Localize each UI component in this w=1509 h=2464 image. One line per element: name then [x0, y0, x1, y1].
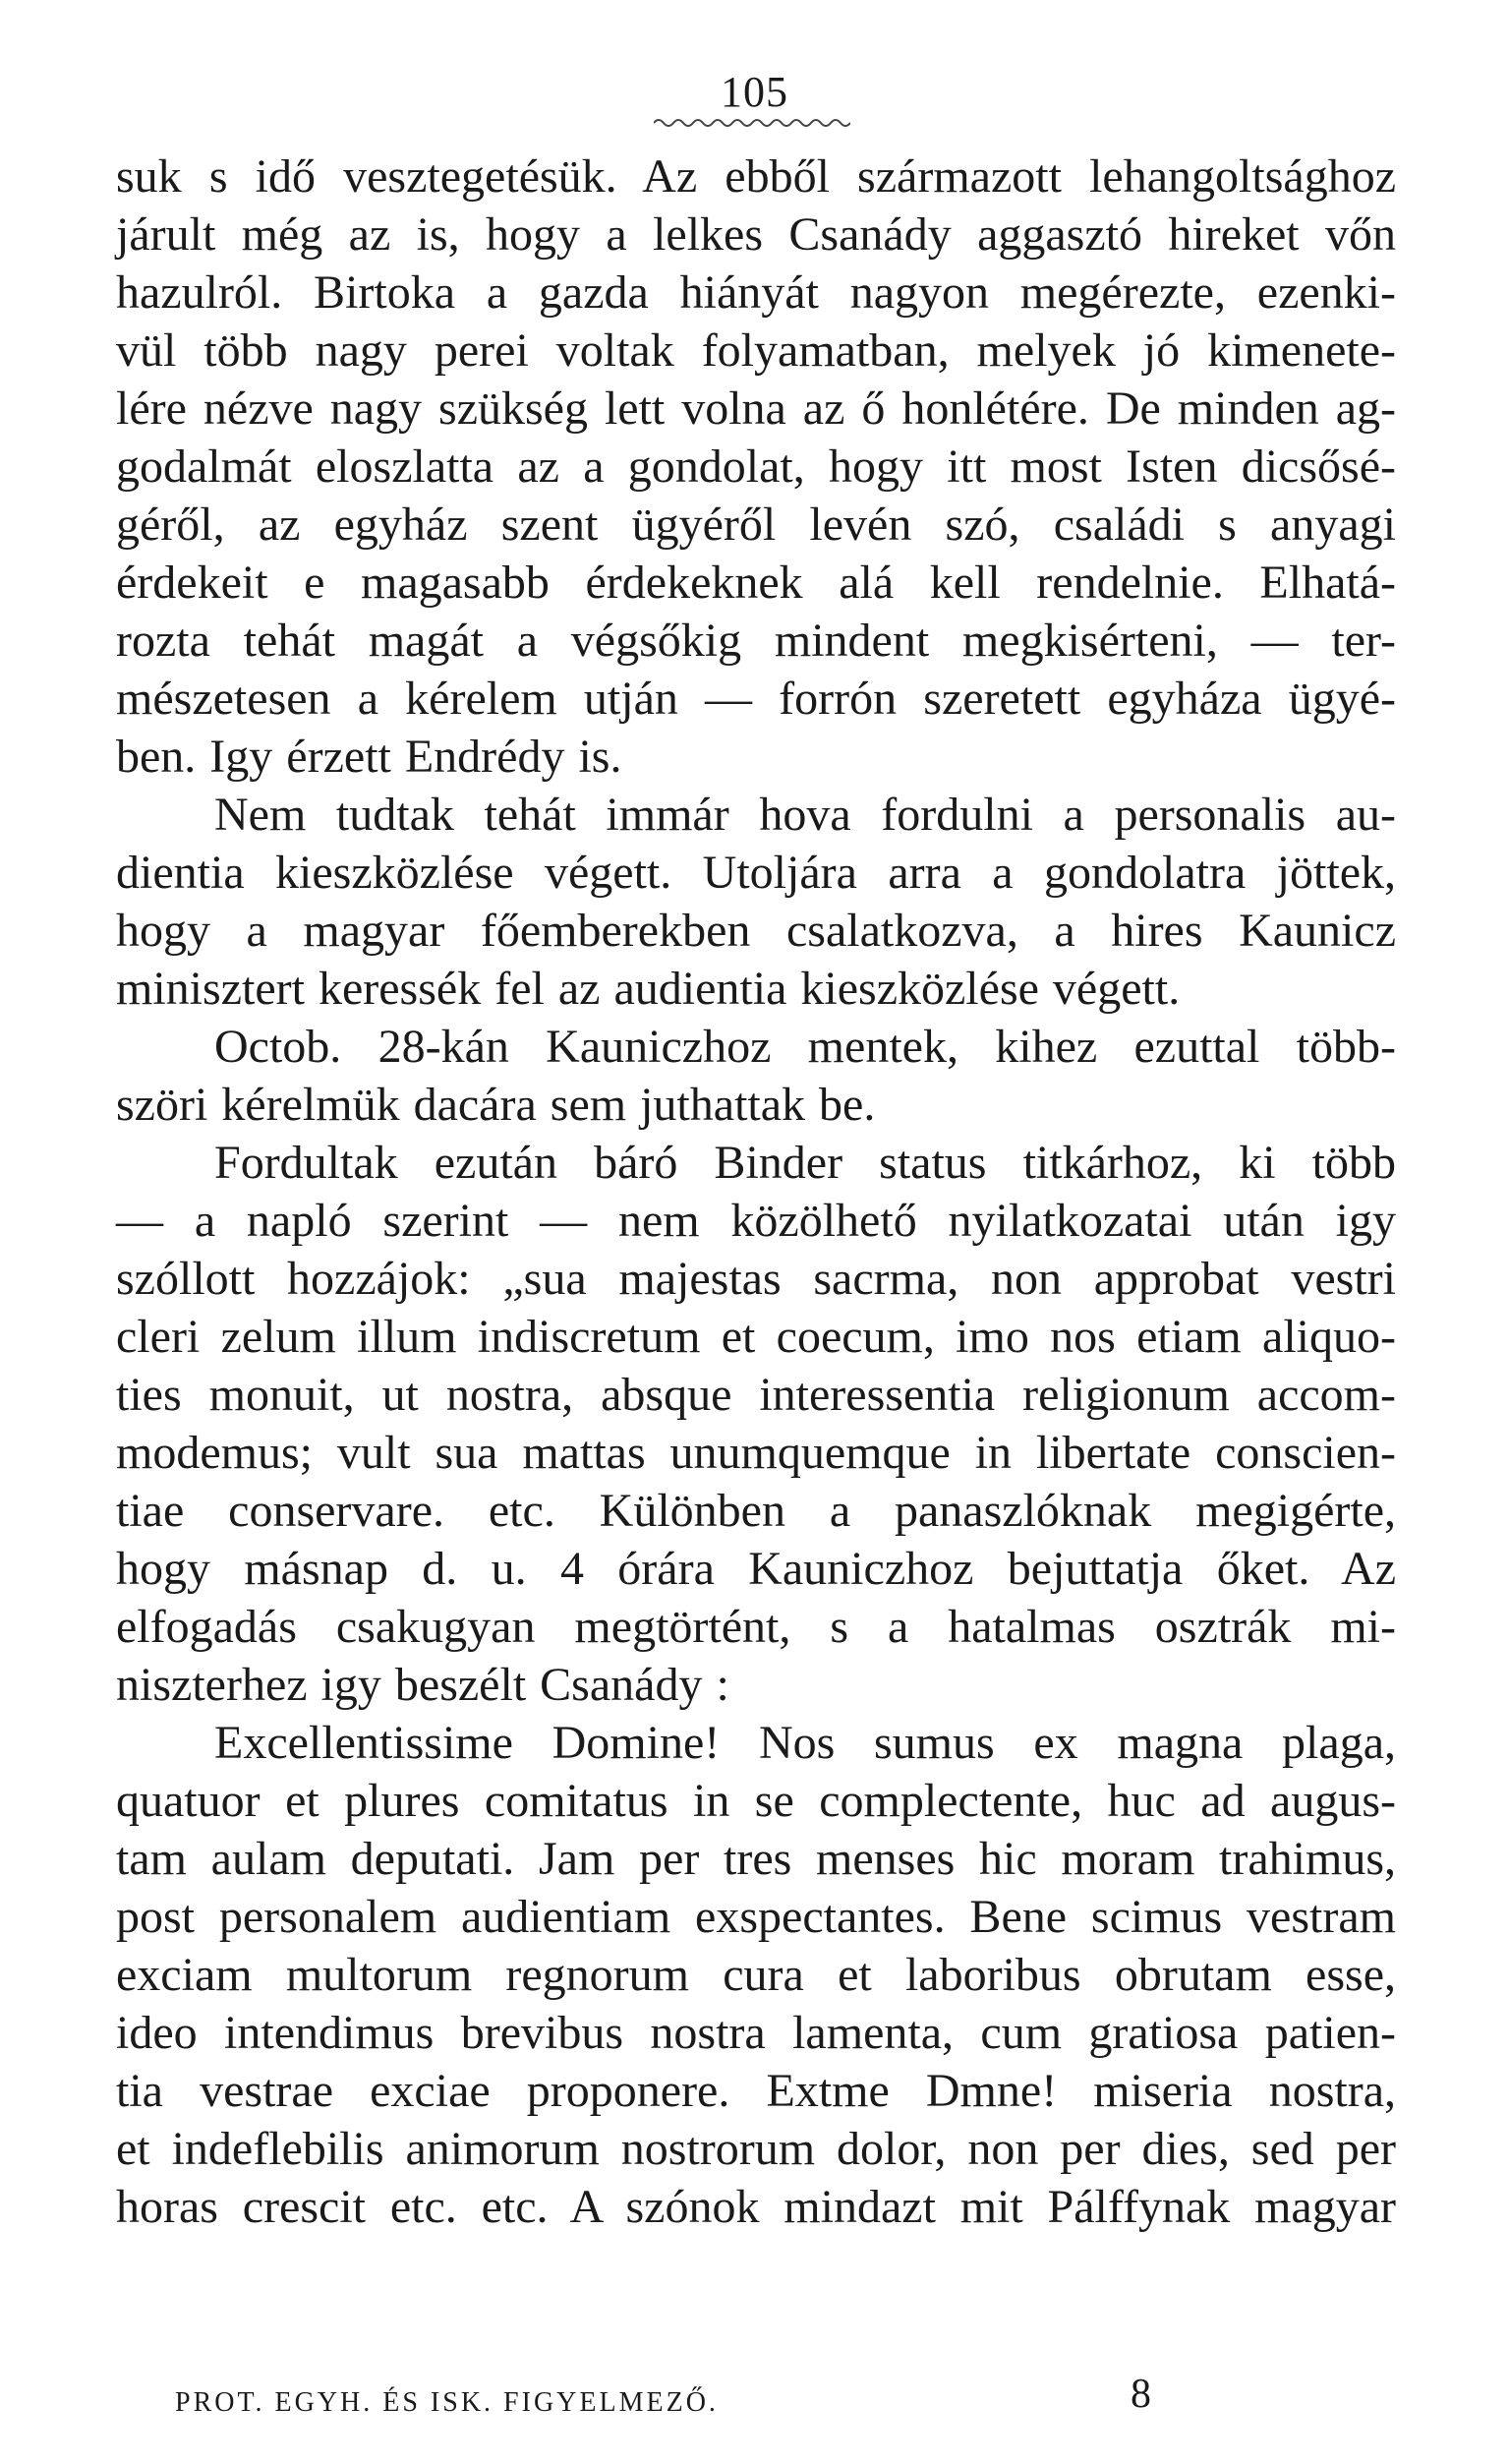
text-line: godalmát eloszlatta az a gondolat, hogy itt most Isten dicsősé-: [116, 440, 1396, 493]
text-line: suk s idő vesztegetésük. Az ebből származott lehangoltsághoz: [116, 150, 1396, 203]
text-line: Excellentissime Domine! Nos sumus ex magna plaga,: [214, 1717, 1396, 1769]
text-line: mészetesen a kérelem utján — forrón szeretett egyháza ügyé-: [116, 673, 1396, 725]
text-line: niszterhez igy beszélt Csanády :: [116, 1659, 729, 1711]
text-line: minisztert keressék fel az audientia kieszközlése végett.: [116, 963, 1181, 1015]
text-line: rozta tehát magát a végsőkig mindent megkisérteni, — ter-: [116, 615, 1396, 667]
text-line: ties monuit, ut nostra, absque interessentia religionum accom-: [116, 1369, 1396, 1421]
text-line: post personalem audientiam exspectantes. Bene scimus vestram: [116, 1891, 1396, 1943]
text-line: dientia kieszközlése végett. Utoljára arra a gondolatra jöttek,: [116, 847, 1396, 899]
text-line: érdekeit e magasabb érdekeknek alá kell rendelnie. Elhatá-: [116, 557, 1396, 609]
text-line: hazulról. Birtoka a gazda hiányát nagyon megérezte, ezenki-: [116, 266, 1396, 319]
text-line: modemus; vult sua mattas unumquemque in libertate conscien-: [116, 1427, 1396, 1479]
text-line: tiae conservare. etc. Különben a panaszlóknak megigérte,: [116, 1485, 1396, 1537]
wavy-rule-ornament: [654, 116, 850, 130]
page-number: 105: [721, 68, 788, 116]
text-line: járult még az is, hogy a lelkes Csanády aggasztó hireket vőn: [116, 208, 1396, 261]
text-line: exciam multorum regnorum cura et laboribus obrutam esse,: [116, 1949, 1396, 2001]
text-line: hogy a magyar főemberekben csalatkozva, a hires Kaunicz: [116, 905, 1396, 957]
text-line: szóllott hozzájok: „sua majestas sacrma, non approbat vestri: [116, 1253, 1396, 1305]
text-line: lére nézve nagy szükség lett volna az ő honlétére. De minden ag-: [116, 382, 1396, 435]
text-line: Fordultak ezután báró Binder status titkárhoz, ki több: [214, 1137, 1396, 1189]
text-line: cleri zelum illum indiscretum et coecum, imo nos etiam aliquo-: [116, 1311, 1396, 1363]
text-line: ideo intendimus brevibus nostra lamenta, cum gratiosa patien-: [116, 2007, 1396, 2059]
signature-mark: 8: [1131, 2372, 1151, 2417]
text-line: hogy másnap d. u. 4 órára Kauniczhoz bejuttatja őket. Az: [116, 1543, 1396, 1595]
footer-journal-title: PROT. EGYH. ÉS ISK. FIGYELMEZŐ.: [175, 2387, 719, 2418]
text-line: géről, az egyház szent ügyéről levén szó, családi s anyagi: [116, 499, 1396, 551]
text-line: horas crescit etc. etc. A szónok mindazt mit Pálffynak magyar: [116, 2181, 1396, 2233]
text-line: ben. Igy érzett Endrédy is.: [116, 731, 622, 783]
text-line: Nem tudtak tehát immár hova fordulni a personalis au-: [214, 789, 1396, 841]
text-line: elfogadás csakugyan megtörtént, s a hatalmas osztrák mi-: [116, 1601, 1396, 1653]
text-line: Octob. 28-kán Kauniczhoz mentek, kihez ezuttal több-: [214, 1021, 1396, 1073]
text-line: vül több nagy perei voltak folyamatban, melyek jó kimenete-: [116, 324, 1396, 377]
text-line: quatuor et plures comitatus in se complectente, huc ad augus-: [116, 1775, 1396, 1827]
text-line: tia vestrae exciae proponere. Extme Dmne! miseria nostra,: [116, 2065, 1396, 2117]
body-text: [116, 147, 1396, 2236]
text-line: szöri kérelmük dacára sem juthattak be.: [116, 1079, 876, 1131]
text-line: tam aulam deputati. Jam per tres menses hic moram trahimus,: [116, 1833, 1396, 1885]
text-line: et indeflebilis animorum nostrorum dolor, non per dies, sed per: [116, 2123, 1396, 2175]
text-line: — a napló szerint — nem közölhető nyilatkozatai után igy: [116, 1195, 1396, 1247]
